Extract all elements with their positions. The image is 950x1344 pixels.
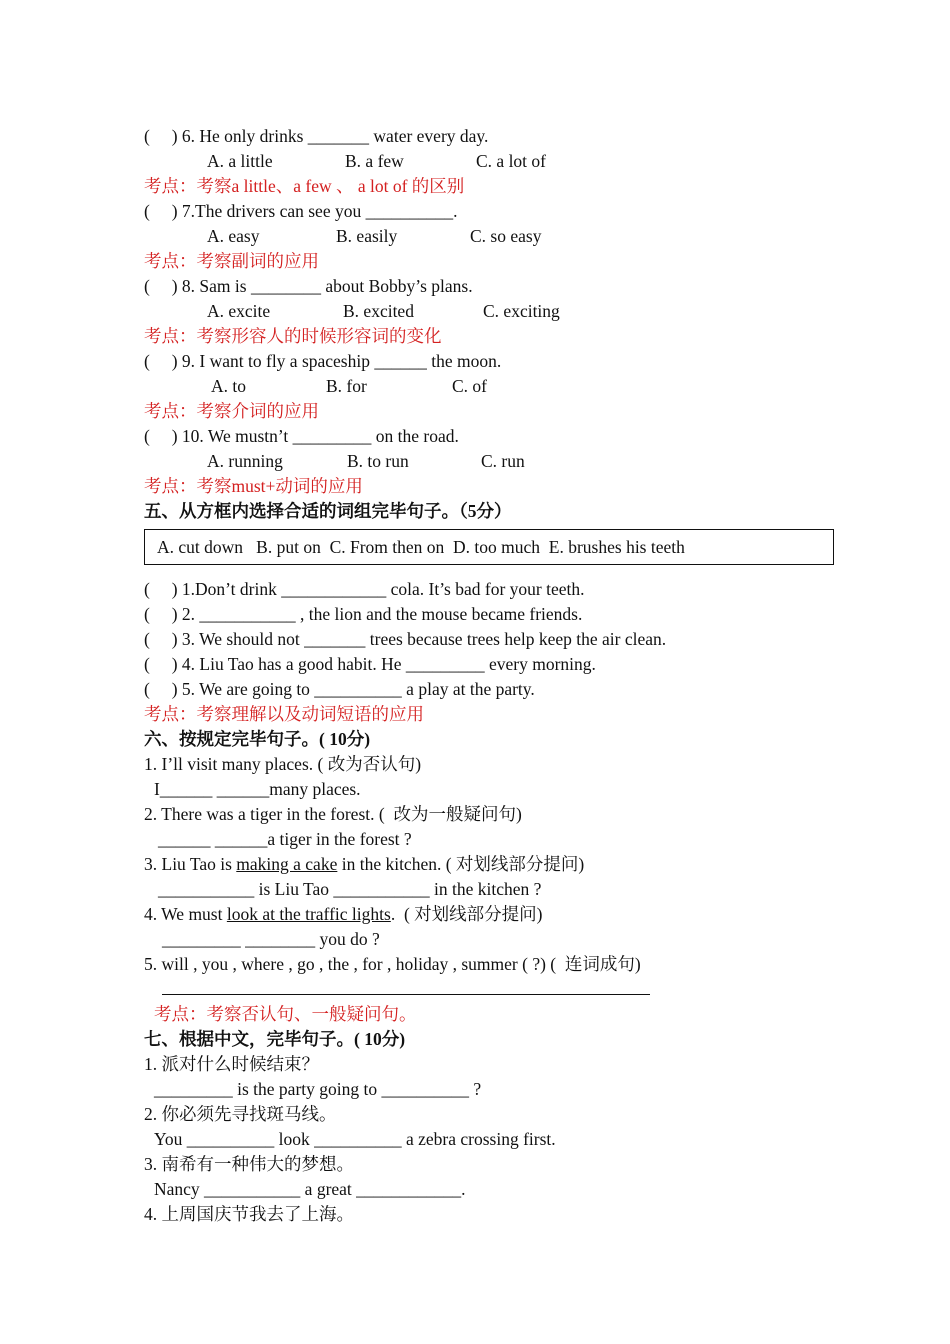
section-7-title: 七、根据中文，完毕句子。( 10分) (144, 1029, 406, 1049)
section-7-answer-2: You __________ look __________ a zebra crossing first. (154, 1129, 556, 1149)
section-5-note: 考点：考察理解以及动词短语的应用 (144, 704, 424, 724)
section-7-question-4: 4. 上周国庆节我去了上海。 (144, 1204, 354, 1224)
section-6-answer-2: ______ ______a tiger in the forest ? (158, 829, 412, 849)
section-6-question-2: 2. There was a tiger in the forest. ( 改为一般疑问句) (144, 804, 522, 824)
section-5-item-3: ( ) 3. We should not _______ trees because trees help keep the air clean. (144, 629, 667, 649)
question-9: ( ) 9. I want to fly a spaceship ______ the moon. (144, 351, 502, 371)
section-5-item-1: ( ) 1.Don’t drink ____________ cola. It’s bad for your teeth. (144, 579, 585, 599)
q3-suffix: in the kitchen. ( 对划线部分提问) (337, 854, 585, 874)
option-a: A. excite (207, 301, 271, 321)
option-c: C. so easy (470, 226, 542, 246)
note-7: 考点：考察副词的应用 (144, 251, 319, 271)
section-6-question-1: 1. I’ll visit many places. ( 改为否认句) (144, 754, 422, 774)
option-b: B. excited (343, 301, 414, 321)
question-6: ( ) 6. He only drinks _______ water every day. (144, 126, 489, 146)
section-6-title: 六、按规定完毕句子。( 10分) (144, 729, 371, 749)
section-6-question-5: 5. will , you , where , go , the , for , holiday , summer ( ?) ( 连词成句) (144, 954, 641, 974)
option-b: B. for (326, 376, 367, 396)
section-7-question-1: 1. 派对什么时候结束？ (144, 1054, 319, 1074)
option-a: A. to (211, 376, 246, 396)
section-7-answer-3: Nancy ___________ a great ____________. (154, 1179, 466, 1199)
q4-prefix: 4. We must (144, 904, 227, 924)
option-b: B. easily (336, 226, 398, 246)
section-6-answer-1: I______ ______many places. (154, 779, 361, 799)
word-choice-box: A. cut down B. put on C. From then on D. too much E. brushes his teeth (144, 529, 834, 565)
option-a: A. easy (207, 226, 260, 246)
q3-prefix: 3. Liu Tao is (144, 854, 237, 874)
option-a: A. a little (207, 151, 273, 171)
question-7-options (144, 224, 844, 249)
q4-underlined: look at the traffic lights (226, 904, 391, 924)
option-b: B. to run (347, 451, 409, 471)
option-c: C. of (452, 376, 487, 396)
question-6-options (144, 149, 844, 174)
q3-underlined: making a cake (236, 854, 338, 874)
section-6-answer-4: _________ ________ you do ? (162, 929, 380, 949)
note-8: 考点：考察形容人的时候形容词的变化 (144, 326, 442, 346)
section-6-answer-5-line (144, 977, 844, 1002)
q4-suffix: . ( 对划线部分提问) (390, 904, 543, 924)
section-5-item-5: ( ) 5. We are going to __________ a play at the party. (144, 679, 535, 699)
note-9: 考点：考察介词的应用 (144, 401, 319, 421)
section-7-question-2: 2. 你必须先寻找斑马线。 (144, 1104, 337, 1124)
answer-rule (162, 978, 650, 995)
option-c: C. run (481, 451, 525, 471)
option-c: C. exciting (483, 301, 560, 321)
section-7-answer-1: _________ is the party going to __________ ? (154, 1079, 482, 1099)
question-8-options (144, 299, 844, 324)
section-6-question-4 (144, 902, 844, 927)
section-6-note: 考点：考察否认句、一般疑问句。 (154, 1004, 417, 1024)
question-8: ( ) 8. Sam is ________ about Bobby’s plans. (144, 276, 473, 296)
note-6: 考点：考察a little、a few 、 a lot of 的区别 (144, 176, 465, 196)
option-b: B. a few (345, 151, 404, 171)
question-7: ( ) 7.The drivers can see you __________. (144, 201, 458, 221)
section-5-item-4: ( ) 4. Liu Tao has a good habit. He _________ every morning. (144, 654, 596, 674)
worksheet-page (144, 124, 844, 1227)
section-6-answer-3: ___________ is Liu Tao ___________ in the kitchen ? (158, 879, 542, 899)
section-5-item-2: ( ) 2. ___________ , the lion and the mouse became friends. (144, 604, 583, 624)
option-a: A. running (207, 451, 283, 471)
section-5-title: 五、从方框内选择合适的词组完毕句子。（5分） (144, 501, 512, 521)
question-9-options (144, 374, 844, 399)
section-6-question-3 (144, 852, 844, 877)
question-10-options (144, 449, 844, 474)
note-10: 考点：考察must+动词的应用 (144, 476, 363, 496)
option-c: C. a lot of (476, 151, 546, 171)
section-7-question-3: 3. 南希有一种伟大的梦想。 (144, 1154, 354, 1174)
question-10: ( ) 10. We mustn’t _________ on the road. (144, 426, 459, 446)
